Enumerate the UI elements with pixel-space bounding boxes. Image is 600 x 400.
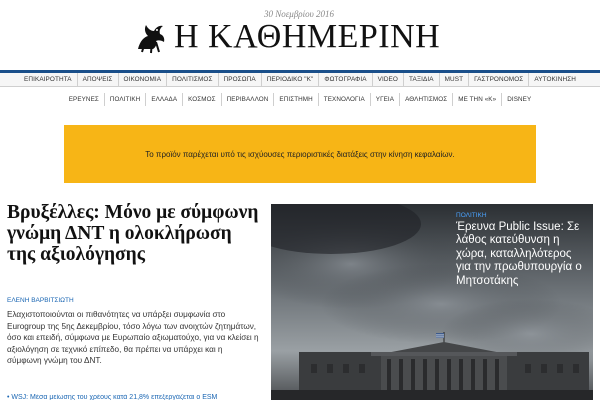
nav-item-epistimi[interactable]: ΕΠΙΣΤΗΜΗ (274, 93, 318, 106)
nav-item-ygeia[interactable]: ΥΓΕΙΑ (371, 93, 400, 106)
masthead[interactable] (132, 18, 440, 56)
nav-item-taxidia[interactable]: ΤΑΞΙΔΙΑ (404, 73, 440, 86)
feature-article-category[interactable]: ΠΟΛΙΤΙΚΗ (456, 212, 487, 219)
nav-item-kosmos[interactable]: ΚΟΣΜΟΣ (183, 93, 221, 106)
griffin-logo-icon (132, 19, 168, 55)
main-article-headline[interactable]: Βρυξέλλες: Μόνο με σύμφωνη γνώμη ΔΝΤ η ολοκλήρωση της αξιολόγησης (7, 202, 259, 265)
secondary-nav (0, 93, 600, 106)
nav-item-politiki[interactable]: ΠΟΛΙΤΙΚΗ (105, 93, 146, 106)
main-article-summary: Ελαχιστοποιούνται οι πιθανότητες να υπάρξει συμφωνία στο Eurogroup της 5ης Δεκεμβρίου, τόσο λόγω των ανοιχτών ζητημάτων, όσο και επειδή, σύμφωνα με Ευρωπαίο αξιωματούχο, για να κλείσει η αξιολόγηση σε τεχνικό επίπεδο, θα πρέπει να υπάρχει και η σύμφωνη γνώμη του ΔΝΤ. (7, 310, 259, 366)
nav-item-must[interactable]: MUST (440, 73, 470, 86)
nav-item-fotografia[interactable]: ΦΩΤΟΓΡΑΦΙΑ (319, 73, 372, 86)
nav-item-prosopa[interactable]: ΠΡΟΣΩΠΑ (219, 73, 262, 86)
nav-item-erevnes[interactable]: ΕΡΕΥΝΕΣ (64, 93, 105, 106)
nav-item-oikonomia[interactable]: ΟΙΚΟΝΟΜΙΑ (119, 73, 168, 86)
edition-date: 30 Νοεμβρίου 2016 (264, 9, 335, 19)
nav-item-periodiko-k[interactable]: ΠΕΡΙΟΔΙΚΟ "Κ" (262, 73, 320, 86)
nav-item-aftokinisi[interactable]: ΑΥΤΟΚΙΝΗΣΗ (534, 76, 576, 83)
nav-item-video[interactable]: VIDEO (373, 73, 404, 86)
main-article-author[interactable]: ΕΛΕΝΗ ΒΑΡΒΙΤΣΙΩΤΗ (7, 297, 74, 304)
nav-item-gastronomos[interactable]: ΓΑΣΤΡΟΝΟΜΟΣ (469, 73, 529, 86)
nav-item-apopseis[interactable]: ΑΠΟΨΕΙΣ (78, 73, 119, 86)
feature-article[interactable] (271, 204, 593, 400)
nav-item-disney[interactable]: DISNEY (507, 96, 532, 103)
capital-controls-notice: Το προϊόν παρέχεται υπό τις ισχύουσες περιοριστικές διατάξεις στην κίνηση κεφαλαίων. (64, 125, 536, 183)
nav-item-politismos[interactable]: ΠΟΛΙΤΙΣΜΟΣ (167, 73, 218, 86)
nav-item-technologia[interactable]: ΤΕΧΝΟΛΟΓΙΑ (319, 93, 371, 106)
nav-item-ellada[interactable]: ΕΛΛΑΔΑ (146, 93, 183, 106)
related-article-link[interactable]: • WSJ: Μέσα μείωσης του χρέους κατά 21,8% επεξεργάζεται ο ESM (7, 394, 218, 400)
nav-item-epikairotita[interactable]: ΕΠΙΚΑΙΡΟΤΗΤΑ (19, 73, 78, 86)
feature-article-title[interactable]: Έρευνα Public Issue: Σε λάθος κατεύθυνση η χώρα, καταλληλότερος για την πρωθυπουργία ο Μητσοτάκης (456, 221, 582, 287)
site-title: Η ΚΑΘΗΜΕΡΙΝΗ (174, 18, 441, 55)
nav-item-athlitismos[interactable]: ΑΘΛΗΤΙΣΜΟΣ (400, 93, 453, 106)
primary-nav (0, 70, 600, 87)
nav-item-me-tin-k[interactable]: ΜΕ ΤΗΝ «Κ» (453, 93, 502, 106)
nav-item-perivallon[interactable]: ΠΕΡΙΒΑΛΛΟΝ (222, 93, 275, 106)
